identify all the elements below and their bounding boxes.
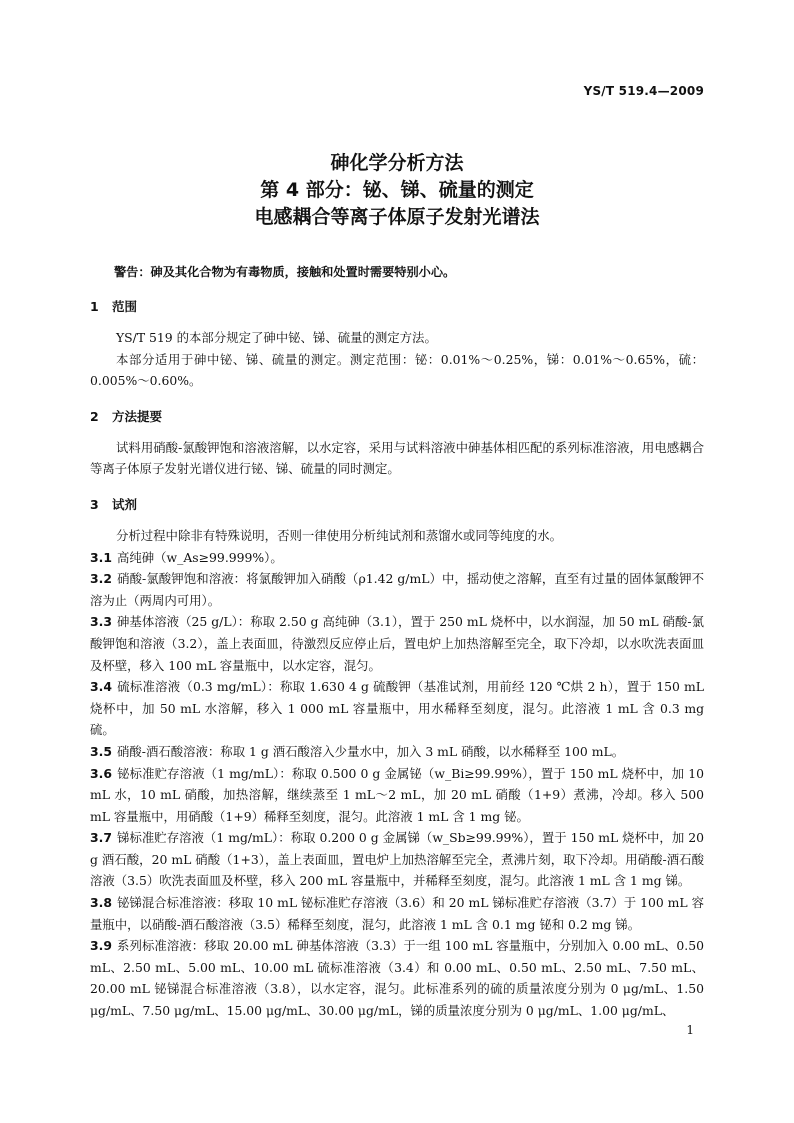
clause-3-6 [90, 763, 704, 828]
standard-number: YS/T 519.4—2009 [583, 84, 704, 98]
clause-3-4 [90, 676, 704, 741]
page-number: 1 [686, 1023, 694, 1037]
clause-3-3 [90, 611, 704, 676]
clause-text: 铋锑混合标准溶液：移取 10 mL 铋标准贮存溶液（3.6）和 20 mL 锑标准贮存溶液（3.7）于 100 mL 容量瓶中，以硝酸-酒石酸溶液（3.5）稀释至刻度，混匀，此溶液 1 mL 含 0.1 mg 铋和 0.2 mg 锑。 [90, 895, 704, 932]
paragraph: 本部分适用于砷中铋、锑、硫量的测定。测定范围：铋：0.01%～0.25%，锑：0.01%～0.65%，硫：0.005%～0.60%。 [90, 351, 704, 389]
warning-statement: 警告：砷及其化合物为有毒物质，接触和处置时需要特别小心。 [114, 265, 456, 279]
section-number: 3 [90, 496, 99, 512]
section-title: 范围 [112, 299, 138, 314]
clause-text: 硫标准溶液（0.3 mg/mL）：称取 1.630 4 g 硫酸钾（基准试剂，用前经 120 ℃烘 2 h），置于 150 mL 烧杯中，加 50 mL 水溶解，移入 1 000 mL 容量瓶中，用水稀释至刻度，混匀。此溶液 1 mL 含 0.3 mg 硫。 [90, 679, 704, 738]
clause-3-7 [90, 827, 704, 892]
section-number: 1 [90, 299, 99, 314]
paragraph: YS/T 519 的本部分规定了砷中铋、锑、硫量的测定方法。 [116, 330, 437, 345]
section-title: 方法提要 [112, 408, 163, 424]
section-number: 2 [90, 408, 99, 424]
clause-3-1 [90, 547, 704, 569]
clause-number: 3.2 [90, 571, 112, 587]
clause-3-5 [90, 741, 704, 763]
clause-text: 高纯砷（w_As≥99.999%）。 [117, 549, 283, 565]
clause-text: 硝酸-酒石酸溶液：称取 1 g 酒石酸溶入少量水中，加入 3 mL 硝酸，以水稀释至 100 mL。 [117, 743, 625, 759]
title-line-2: 第 4 部分：铋、锑、硫量的测定 [260, 179, 534, 201]
clause-3-8 [90, 892, 704, 935]
clause-3-9 [90, 935, 704, 1021]
clause-number: 3.6 [90, 765, 112, 781]
section-heading [90, 407, 704, 427]
clause-number: 3.7 [90, 830, 112, 846]
clause-number: 3.3 [90, 614, 112, 630]
clause-number: 3.9 [90, 938, 112, 954]
paragraph: 试料用硝酸-氯酸钾饱和溶液溶解，以水定容，采用与试料溶液中砷基体相匹配的系列标准溶液，用电感耦合等离子体原子发射光谱仪进行铋、锑、硫量的同时测定。 [90, 439, 704, 477]
section-heading [90, 495, 704, 515]
clause-number: 3.5 [90, 743, 112, 759]
clause-number: 3.1 [90, 549, 112, 565]
clause-text: 铋标准贮存溶液（1 mg/mL）：称取 0.500 0 g 金属铋（w_Bi≥99.99%），置于 150 mL 烧杯中，加 10 mL 水，10 mL 硝酸，加热溶解，继续蒸至 1 mL～2 mL，加 20 mL 硝酸（1+9）煮沸，冷却。移入 500 mL 容量瓶中，用硝酸（1+9）稀释至刻度，混匀。此溶液 1 mL 含 1 mg 铋。 [90, 765, 704, 824]
title-line-3: 电感耦合等离子体原子发射光谱法 [254, 206, 540, 228]
title-line-1: 砷化学分析方法 [330, 152, 464, 174]
clause-text: 锑标准贮存溶液（1 mg/mL）：称取 0.200 0 g 金属锑（w_Sb≥99.99%），置于 150 mL 烧杯中，加 20 g 酒石酸，20 mL 硝酸（1+3），盖上表面皿，置电炉上加热溶解至完全，煮沸片刻，取下冷却。用硝酸-酒石酸溶液（3.5）吹洗表面皿及杯壁，移入 200 mL 容量瓶中，并稀释至刻度，混匀。此溶液 1 mL 含 1 mg 锑。 [90, 830, 704, 889]
clause-text: 砷基体溶液（25 g/L）：称取 2.50 g 高纯砷（3.1），置于 250 mL 烧杯中，以水润湿，加 50 mL 硝酸-氯酸钾饱和溶液（3.2），盖上表面皿，待激烈反应停止后，置电炉上加热溶解至完全，取下冷却，以水吹洗表面皿及杯壁，移入 100 mL 容量瓶中，以水定容，混匀。 [90, 614, 704, 673]
clause-text: 硝酸-氯酸钾饱和溶液：将氯酸钾加入硝酸（ρ1.42 g/mL）中，摇动使之溶解，直至有过量的固体氯酸钾不溶为止（两周内可用）。 [90, 571, 704, 608]
section-title: 试剂 [112, 496, 138, 512]
document-title [0, 150, 794, 231]
section-heading [90, 297, 704, 317]
paragraph: 分析过程中除非有特殊说明，否则一律使用分析纯试剂和蒸馏水或同等纯度的水。 [116, 527, 563, 543]
clause-number: 3.8 [90, 895, 112, 911]
clause-3-2 [90, 568, 704, 611]
clause-text: 系列标准溶液：移取 20.00 mL 砷基体溶液（3.3）于一组 100 mL 容量瓶中，分别加入 0.00 mL、0.50 mL、2.50 mL、5.00 mL、10.00 mL 硫标准溶液（3.4）和 0.00 mL、0.50 mL、2.50 mL、7.50 mL、20.00 mL 铋锑混合标准溶液（3.8），以水定容，混匀。此标准系列的硫的质量浓度分别为 0 μg/mL、1.50 μg/mL、7.50 μg/mL、15.00 μg/mL、30.00 μg/mL，锑的质量浓度分别为 0 μg/mL、1.00 μg/mL、 [90, 938, 704, 1019]
clause-number: 3.4 [90, 679, 112, 695]
document-body [90, 262, 704, 1022]
